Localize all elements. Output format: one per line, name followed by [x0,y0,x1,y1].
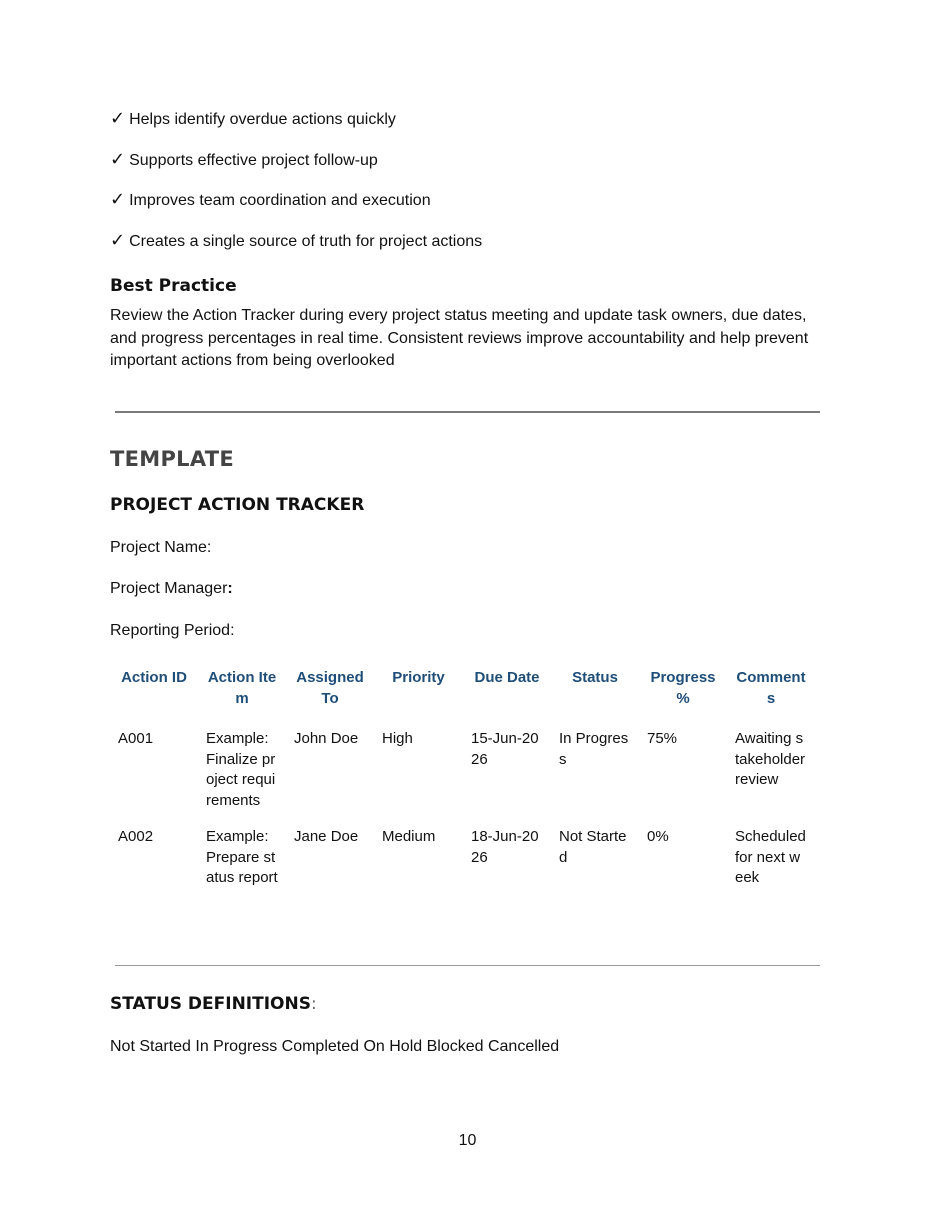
benefit-item [110,109,396,130]
column-header: Priority [392,669,445,686]
table-cell: A002 [118,828,154,845]
action-tracker-table [110,662,815,899]
column-header: Progress % [650,669,716,707]
benefit-text: Improves team coordination and execution [129,192,431,209]
table-row [110,723,815,821]
status-definitions-title: STATUS DEFINITIONS [110,994,311,1014]
column-header: Action Item [207,669,277,707]
table-cell: Medium [382,828,436,845]
column-header: Action ID [121,669,187,686]
column-header: Assigned To [296,669,364,707]
status-definitions-colon: : [310,994,317,1014]
table-cell: Example: Prepare status report [206,828,278,886]
tracker-title: PROJECT ACTION TRACKER [110,495,365,515]
page-number: 10 [458,1132,477,1149]
project-manager-label: Project Manager [110,580,228,597]
table-row [110,821,815,899]
table-cell: Awaiting stakeholder review [735,730,806,788]
column-header: Due Date [474,669,540,686]
table-header-row [110,662,815,723]
column-header: Comments [736,669,806,707]
table-cell: A001 [118,730,154,747]
reporting-period-field: Reporting Period: [110,622,235,639]
benefit-text: Supports effective project follow-up [129,152,378,169]
best-practice-body: Review the Action Tracker during every project status meeting and update task owners, due dates, and progress percentages in real time. Consistent reviews improve accountability and help prevent important actions from being overlooked [110,307,809,369]
table-cell: High [382,730,413,747]
project-manager-field [110,579,233,599]
section-divider [115,965,820,966]
column-header: Status [572,669,618,686]
benefit-item [110,150,378,171]
benefit-text: Helps identify overdue actions quickly [129,111,396,128]
checkmark-icon: ✓ [110,189,126,210]
project-manager-colon: : [227,580,233,597]
checkmark-icon: ✓ [110,149,126,170]
checkmark-icon: ✓ [110,108,126,129]
template-heading: TEMPLATE [110,447,235,471]
table-cell: 18-Jun-2026 [471,828,539,866]
table-cell: 0% [647,828,669,845]
status-definitions-heading [110,994,317,1014]
benefit-item [110,190,431,211]
benefit-item [110,231,482,252]
table-cell: In Progress [559,730,629,768]
table-cell: Scheduled for next week [735,828,806,886]
benefit-text: Creates a single source of truth for project actions [129,233,483,250]
table-cell: Not Started [559,828,627,866]
section-divider [115,411,820,413]
project-name-field: Project Name: [110,539,212,556]
table-cell: 15-Jun-2026 [471,730,539,768]
status-definitions-values: Not Started In Progress Completed On Hold Blocked Cancelled [110,1038,560,1055]
table-cell: 75% [647,730,678,747]
table-cell: Jane Doe [294,828,359,845]
table-cell: Example: Finalize project requirements [206,730,276,809]
best-practice-heading: Best Practice [110,276,237,296]
table-cell: John Doe [294,730,359,747]
checkmark-icon: ✓ [110,230,126,251]
